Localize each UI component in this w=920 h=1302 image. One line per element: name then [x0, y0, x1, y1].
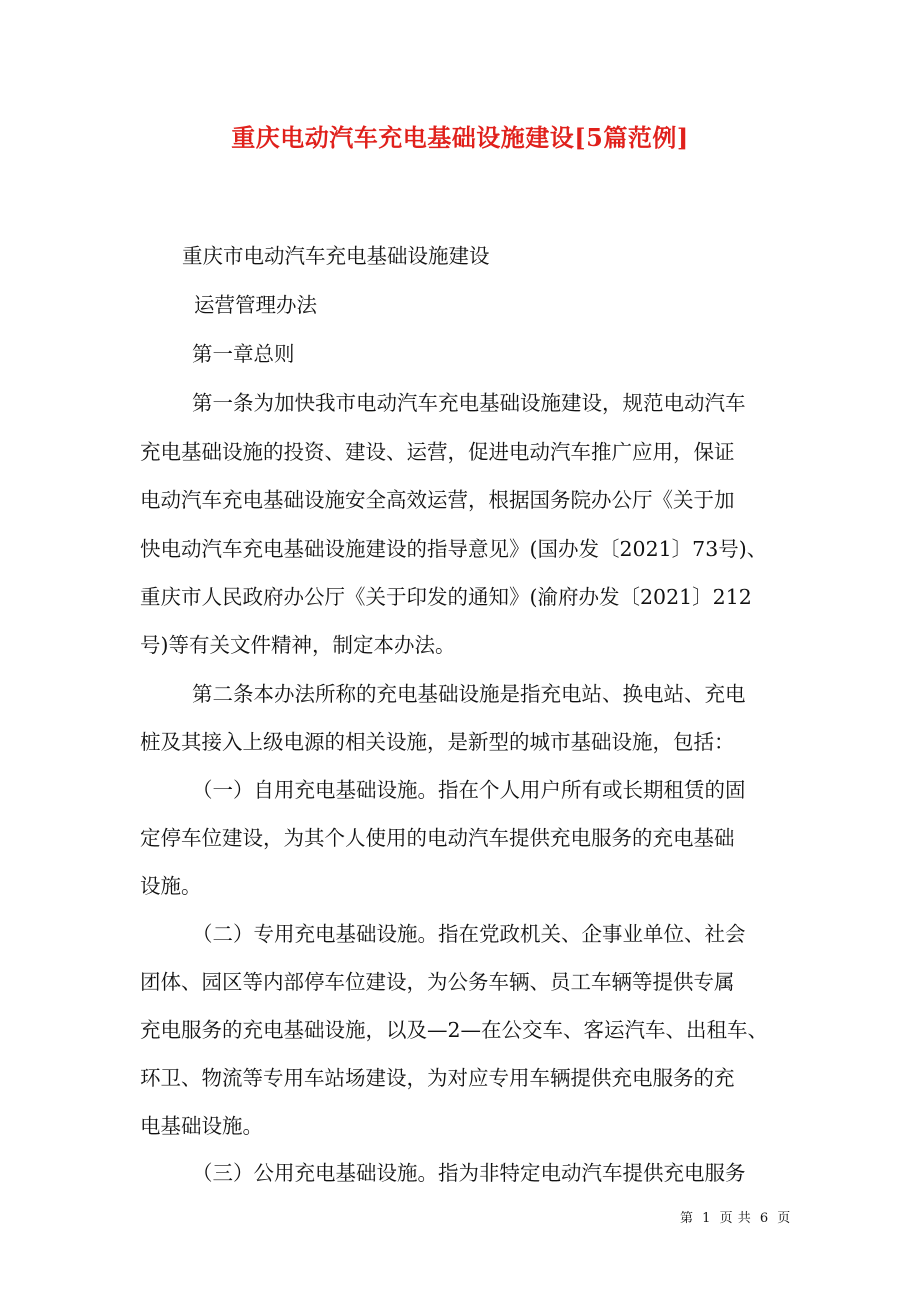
text-line: 快电动汽车充电基础设施建设的指导意见》(国办发〔2021〕73号)、 [140, 537, 768, 561]
page-footer [678, 1207, 793, 1226]
text-line: 设施。 [140, 874, 202, 898]
text-line: 重庆市人民政府办公厅《关于印发的通知》(渝府办发〔2021〕212 [140, 585, 752, 609]
text-line: 充电服务的充电基础设施，以及—2—在公交车、客运汽车、出租车、 [140, 1018, 769, 1042]
text-line: 号)等有关文件精神，制定本办法。 [140, 633, 456, 657]
footer-prefix: 第 [680, 1211, 694, 1226]
text-line: 运营管理办法 [194, 293, 317, 317]
text-line: 充电基础设施的投资、建设、运营，促进电动汽车推广应用，保证 [140, 440, 735, 464]
footer-suffix: 页 [777, 1211, 791, 1226]
footer-middle: 页 共 [719, 1211, 752, 1226]
text-line: （二）专用充电基础设施。指在党政机关、企事业单位、社会 [192, 922, 746, 946]
text-line: 重庆市电动汽车充电基础设施建设 [182, 244, 490, 268]
text-line: 电动汽车充电基础设施安全高效运营，根据国务院办公厅《关于加 [140, 488, 735, 512]
text-line: 定停车位建设，为其个人使用的电动汽车提供充电服务的充电基础 [140, 826, 735, 850]
text-line: （一）自用充电基础设施。指在个人用户所有或长期租赁的固 [192, 778, 746, 802]
text-line: 第二条本办法所称的充电基础设施是指充电站、换电站、充电 [192, 682, 746, 706]
text-line: 桩及其接入上级电源的相关设施，是新型的城市基础设施，包括： [140, 730, 735, 754]
text-line: 第一章总则 [192, 342, 295, 366]
footer-page-number: 1 [702, 1211, 711, 1226]
document-title: 重庆电动汽车充电基础设施建设[5篇范例] [231, 123, 689, 152]
text-line: 第一条为加快我市电动汽车充电基础设施建设，规范电动汽车 [192, 391, 746, 415]
text-line: 电基础设施。 [140, 1114, 263, 1138]
text-line: 环卫、物流等专用车站场建设，为对应专用车辆提供充电服务的充 [140, 1066, 735, 1090]
footer-total-pages: 6 [759, 1211, 769, 1226]
text-line: 团体、园区等内部停车位建设，为公务车辆、员工车辆等提供专属 [140, 970, 735, 994]
text-line: （三）公用充电基础设施。指为非特定电动汽车提供充电服务 [192, 1161, 746, 1185]
